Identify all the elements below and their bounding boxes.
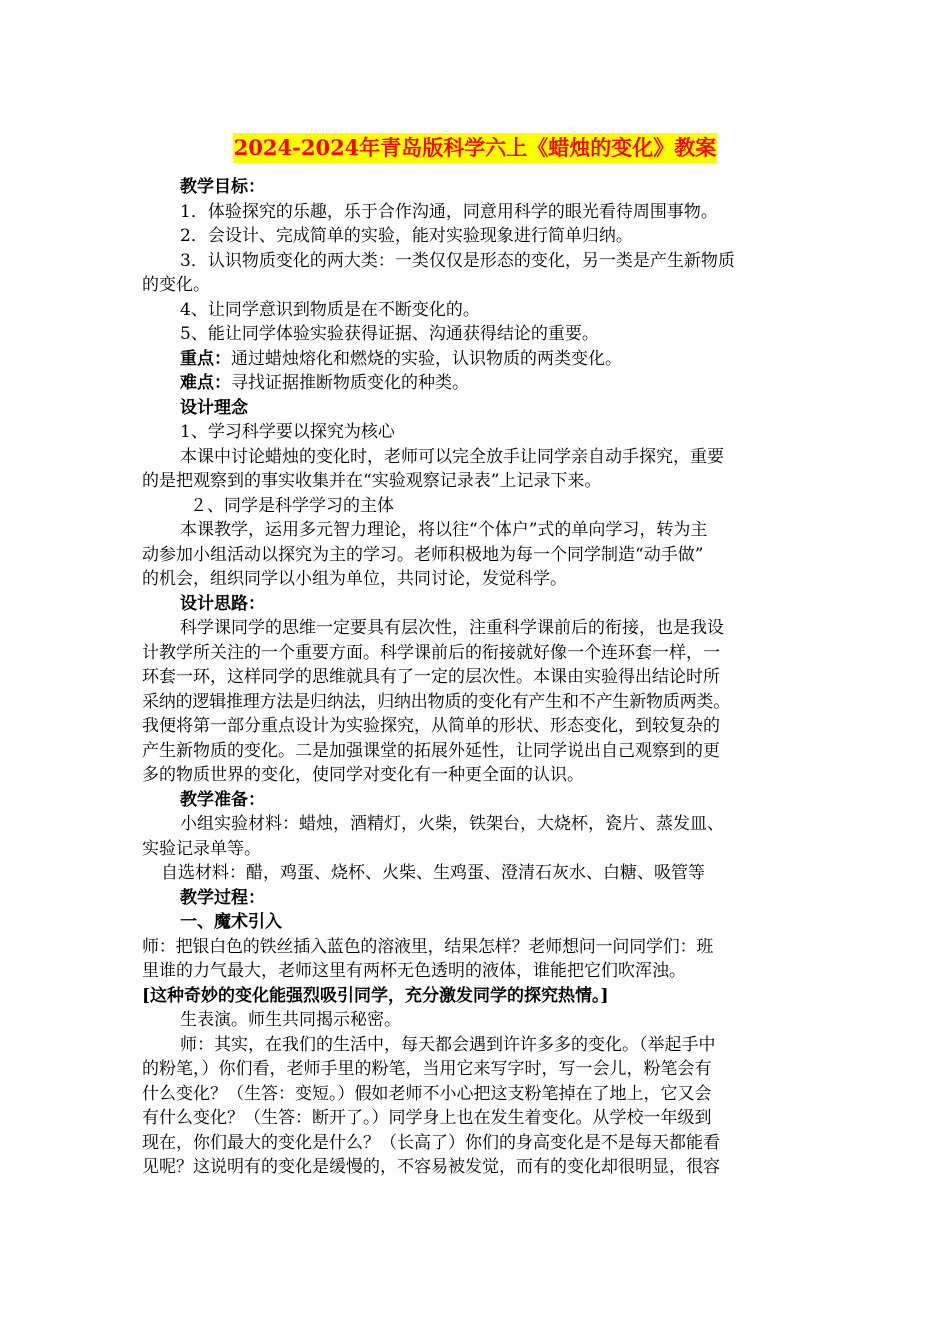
paragraph-line: 2．会设计、完成简单的实验，能对实验现象进行简单归纳。 (180, 226, 633, 246)
paragraph-line: 环套一环，这样同学的思维就具有了一定的层次性。本课由实验得出结论时所 (142, 667, 720, 687)
heading-process: 教学过程： (180, 887, 265, 908)
paragraph-line: 1、学习科学要以探究为核心 (180, 422, 395, 442)
paragraph-line: 科学课同学的思维一定要具有层次性，注重科学课前后的衔接，也是我设 (180, 618, 724, 638)
paragraph-line: 什么变化？（生答：变短。）假如老师不小心把这支粉笔掉在了地上，它又会 (142, 1083, 712, 1104)
paragraph-line: 的是把观察到的事实收集并在“实验观察记录表”上记录下来。 (142, 471, 602, 491)
document-body (142, 175, 810, 1180)
paragraph-line: 实验记录单等。 (142, 838, 261, 859)
paragraph-line: 采纳的逻辑推理方法是归纳法，归纳出物质的变化有产生和不产生新物质两类。 (142, 691, 730, 712)
key-point-line (142, 347, 810, 372)
paragraph-line: ２、同学是科学学习的主体 (190, 495, 394, 516)
paragraph-line: 5、能让同学体验实验获得证据、沟通获得结论的重要。 (180, 324, 599, 344)
heading-magic-intro: 一、魔术引入 (180, 912, 282, 932)
paragraph-line: 的粉笔，）你们看，老师手里的粉笔，当用它来写字时，写一会儿，粉笔会有 (142, 1059, 712, 1079)
paragraph-line: 1．体验探究的乐趣，乐于合作沟通，同意用科学的眼光看待周围事物。 (180, 201, 718, 222)
paragraph-line: 4、让同学意识到物质是在不断变化的。 (180, 299, 480, 320)
paragraph-line: 自选材料：醋，鸡蛋、烧杯、火柴、生鸡蛋、澄清石灰水、白糖、吸管等 (161, 863, 705, 883)
paragraph-line: 的机会，组织同学以小组为单位，共同讨论，发觉科学。 (142, 569, 567, 589)
paragraph-line: 本课教学，运用多元智力理论，将以往“个体户”式的单向学习，转为主 (180, 520, 708, 540)
paragraph-line: 师：其实，在我们的生活中，每天都会遇到许许多多的变化。（举起手中 (180, 1034, 716, 1055)
paragraph-line: 的变化。 (142, 275, 210, 295)
paragraph-line: 小组实验材料：蜡烛，酒精灯，火柴，铁架台，大烧杯，瓷片、蒸发皿、 (180, 814, 724, 834)
difficulty-label: 难点： (180, 373, 231, 393)
paragraph-line: 里谁的力气最大，老师这里有两杯无色透明的液体，谁能把它们吹浑浊。 (142, 961, 686, 981)
paragraph-line: 计教学所关注的一个重要方面。科学课前后的衔接就好像一个连环套一样，一 (142, 642, 720, 663)
paragraph-line: 3．认识物质变化的两大类：一类仅仅是形态的变化，另一类是产生新物质 (180, 250, 735, 271)
paragraph-line: 有什么变化？（生答：断开了。）同学身上也在发生着变化。从学校一年级到 (142, 1108, 712, 1128)
heading-design-concept: 设计理念 (180, 397, 248, 418)
paragraph-line: 多的物质世界的变化，使同学对变化有一种更全面的认识。 (142, 765, 584, 785)
paragraph-line: 产生新物质的变化。二是加强课堂的拓展外延性，让同学说出自己观察到的更 (142, 740, 720, 761)
key-point-label: 重点： (180, 348, 231, 369)
paragraph-line: 动参加小组活动以探究为主的学习。老师积极地为每一个同学制造“动手做” (142, 544, 704, 565)
bracket-note: [这种奇妙的变化能强烈吸引同学，充分激发同学的探究热情。] (142, 985, 609, 1006)
heading-objectives: 教学目标： (180, 177, 265, 197)
heading-design-idea: 设计思路： (180, 593, 265, 614)
paragraph-line: 师：把银白色的铁丝插入蓝色的溶液里，结果怎样？老师想问一问同学们：班 (142, 936, 714, 957)
difficulty-text: 寻找证据推断物质变化的种类。 (231, 373, 469, 393)
paragraph-line: 生表演。师生共同揭示秘密。 (180, 1010, 401, 1030)
difficulty-line (142, 371, 810, 396)
paragraph-line: 现在，你们最大的变化是什么？（长高了）你们的身高变化是不是每天都能看 (142, 1132, 720, 1153)
paragraph-line: 本课中讨论蜡烛的变化时，老师可以完全放手让同学亲自动手探究，重要 (180, 446, 724, 467)
heading-preparation: 教学准备： (180, 789, 265, 810)
title-wrap (0, 133, 950, 163)
paragraph-line: 见呢？这说明有的变化是缓慢的，不容易被发觉，而有的变化却很明显，很容 (142, 1157, 720, 1177)
paragraph-line: 我便将第一部分重点设计为实验探究，从简单的形状、形态变化，到较复杂的 (142, 716, 720, 736)
document-title: 2024-2024年青岛版科学六上《蜡烛的变化》教案 (233, 133, 718, 163)
key-point-text: 通过蜡烛熔化和燃烧的实验，认识物质的两类变化。 (231, 348, 622, 369)
